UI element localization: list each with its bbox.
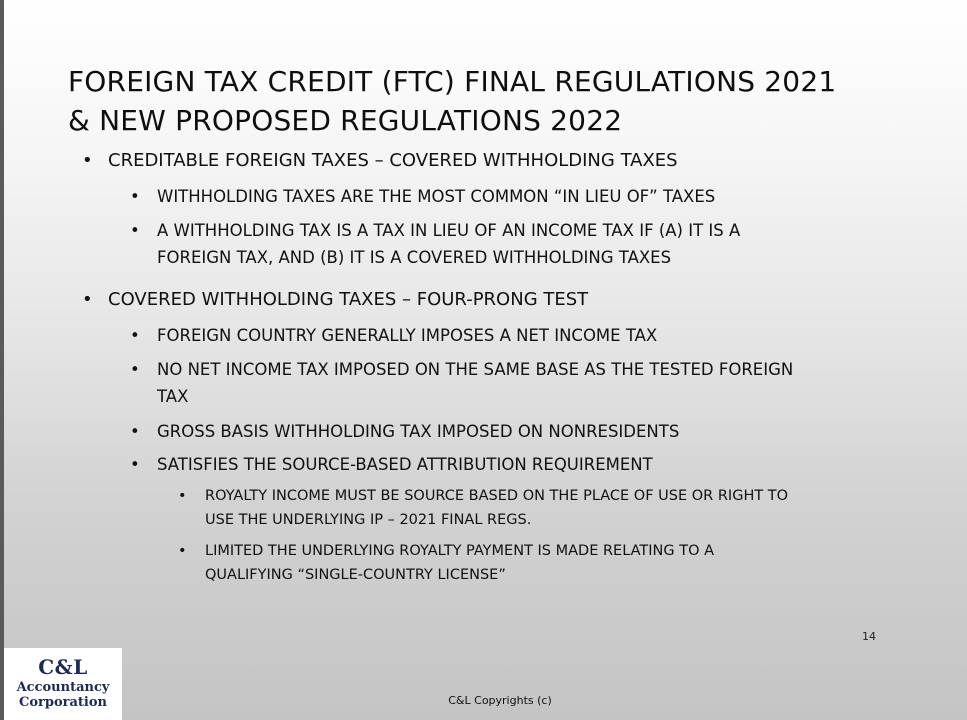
bullet-text-line-2: TAX [157, 387, 189, 406]
bullet-dot: • [130, 221, 140, 240]
bullet-dot: • [130, 187, 140, 206]
bullet-dot: • [82, 150, 93, 171]
bullet-text-line-2: FOREIGN TAX, AND (B) IT IS A COVERED WITHHOLDING TAXES [157, 248, 672, 267]
bullet-dot: • [130, 422, 140, 441]
logo-mark: C&L [38, 655, 88, 679]
bullet-text: GROSS BASIS WITHHOLDING TAX IMPOSED ON NONRESIDENTS [157, 422, 680, 441]
bullet-text: FOREIGN COUNTRY GENERALLY IMPOSES A NET INCOME TAX [157, 326, 658, 345]
bullet-dot: • [130, 455, 140, 474]
slide-title-line-2: & NEW PROPOSED REGULATIONS 2022 [68, 104, 623, 137]
bullet-text-line-1: NO NET INCOME TAX IMPOSED ON THE SAME BASE AS THE TESTED FOREIGN [157, 360, 794, 379]
logo-line-2: Corporation [19, 695, 107, 710]
bullet-text: SATISFIES THE SOURCE-BASED ATTRIBUTION REQUIREMENT [157, 455, 653, 474]
slide-title [68, 62, 928, 140]
bullet-dot: • [130, 326, 140, 345]
bullet-text-line-2: QUALIFYING “SINGLE-COUNTRY LICENSE” [205, 567, 506, 583]
bullet-text: COVERED WITHHOLDING TAXES – FOUR-PRONG TEST [108, 289, 589, 310]
slide-title-line-1: FOREIGN TAX CREDIT (FTC) FINAL REGULATIONS 2021 [68, 65, 837, 98]
bullet-text-line-1: A WITHHOLDING TAX IS A TAX IN LIEU OF AN INCOME TAX IF (A) IT IS A [157, 221, 741, 240]
bullet-dot: • [178, 543, 187, 559]
bullet-text-line-1: ROYALTY INCOME MUST BE SOURCE BASED ON THE PLACE OF USE OR RIGHT TO [205, 488, 789, 504]
window-edge [0, 0, 4, 720]
bullet-dot: • [130, 360, 140, 379]
bullet-dot: • [178, 488, 187, 504]
logo-line-1: Accountancy [16, 680, 110, 695]
bullet-text: WITHHOLDING TAXES ARE THE MOST COMMON “IN LIEU OF” TAXES [157, 187, 716, 206]
bullet-text-line-2: USE THE UNDERLYING IP – 2021 FINAL REGS. [205, 512, 532, 528]
footer-copyright: C&L Copyrights (c) [448, 694, 552, 707]
bullet-text-line-1: LIMITED THE UNDERLYING ROYALTY PAYMENT IS MADE RELATING TO A [205, 543, 715, 559]
bullet-dot: • [82, 289, 93, 310]
page-number: 14 [862, 630, 876, 643]
company-logo [4, 648, 122, 720]
bullet-text: CREDITABLE FOREIGN TAXES – COVERED WITHHOLDING TAXES [108, 150, 678, 171]
